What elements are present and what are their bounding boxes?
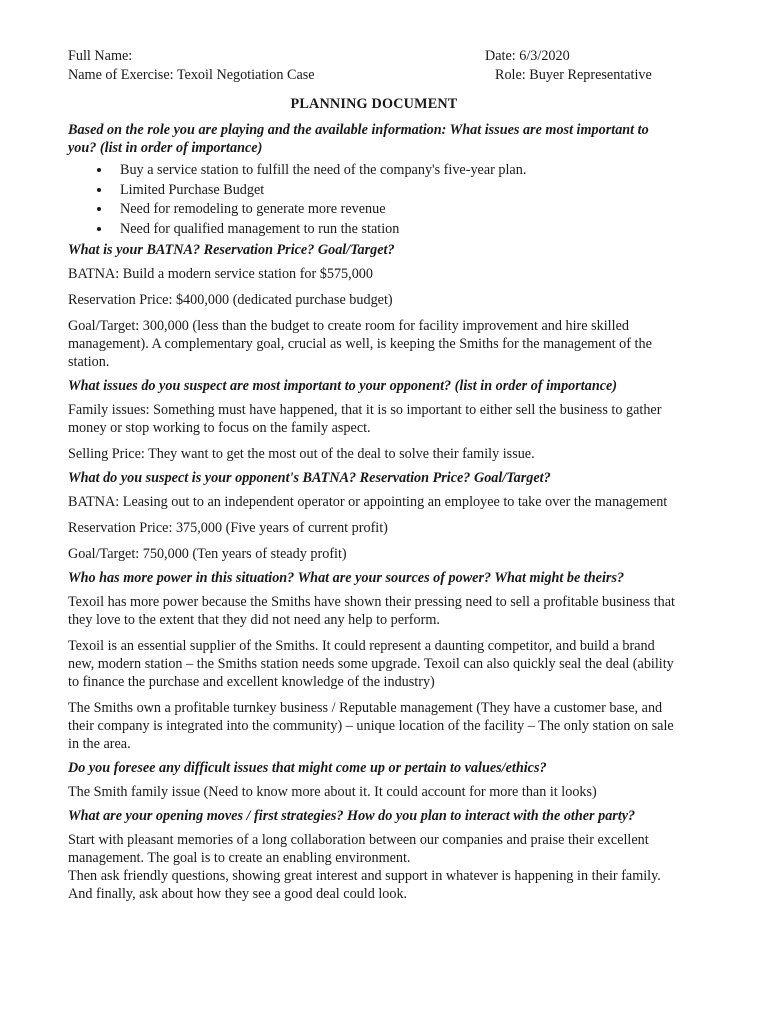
answer-paragraph: Selling Price: They want to get the most out of the deal to solve their family issue. — [68, 446, 535, 462]
answer-paragraph: Family issues: Something must have happened, that it is so important to either sell the business to gather money or stop working to focus on the family aspect. — [68, 402, 662, 436]
answer-paragraph: Texoil is an essential supplier of the Smiths. It could represent a daunting competitor, and build a brand new, modern station – the Smiths station needs some upgrade. Texoil can also quickly seal the deal (ability to finance the purchase and excellent knowledge of the industry) — [68, 638, 674, 690]
question-ethics: Do you foresee any difficult issues that might come up or pertain to values/ethics? — [68, 760, 547, 776]
answer-paragraph: Start with pleasant memories of a long collaboration between our companies and praise their excellent management. The goal is to create an enabling environment. — [68, 832, 649, 866]
question-batna: What is your BATNA? Reservation Price? Goal/Target? — [68, 242, 395, 258]
answer-paragraph: Then ask friendly questions, showing great interest and support in whatever is happening in their family. And finally, ask about how they see a good deal could look. — [68, 868, 661, 902]
answer-paragraph: Reservation Price: 375,000 (Five years of current profit) — [68, 520, 388, 536]
document-title: PLANNING DOCUMENT — [290, 96, 458, 112]
list-item: • Limited Purchase Budget — [112, 181, 680, 201]
date-label: Date: 6/3/2020 — [485, 48, 570, 64]
list-item: • Need for qualified management to run the station — [112, 220, 680, 240]
important-issues-list — [68, 161, 680, 239]
answer-paragraph: Reservation Price: $400,000 (dedicated purchase budget) — [68, 292, 393, 308]
answer-paragraph: The Smith family issue (Need to know more about it. It could account for more than it looks) — [68, 784, 597, 800]
answer-paragraph: BATNA: Leasing out to an independent operator or appointing an employee to take over the management — [68, 494, 668, 510]
question-opponent-issues: What issues do you suspect are most important to your opponent? (list in order of importance) — [68, 378, 618, 394]
question-opening-moves: What are your opening moves / first strategies? How do you plan to interact with the other party? — [68, 808, 636, 824]
header-row-2 — [68, 66, 680, 85]
answer-paragraph: Goal/Target: 750,000 (Ten years of steady profit) — [68, 546, 347, 562]
question-important-issues: Based on the role you are playing and the available information: What issues are most important to you? (list in order of importance) — [68, 122, 649, 156]
header-row-1 — [68, 47, 680, 66]
question-power: Who has more power in this situation? What are your sources of power? What might be theirs? — [68, 570, 625, 586]
full-name-label: Full Name: — [68, 48, 133, 64]
list-item: • Need for remodeling to generate more revenue — [112, 200, 680, 220]
question-opponent-batna: What do you suspect is your opponent's BATNA? Reservation Price? Goal/Target? — [68, 470, 551, 486]
exercise-name-label: Name of Exercise: Texoil Negotiation Case — [68, 67, 315, 83]
answer-paragraph: Texoil has more power because the Smiths have shown their pressing need to sell a profitable business that they love to the extent that they did not need any help to perform. — [68, 594, 675, 628]
answer-paragraph: Goal/Target: 300,000 (less than the budget to create room for facility improvement and hire skilled management). A complementary goal, crucial as well, is keeping the Smiths for the management of the station. — [68, 318, 652, 370]
answer-paragraph: BATNA: Build a modern service station for $575,000 — [68, 266, 373, 282]
role-label: Role: Buyer Representative — [495, 67, 652, 83]
answer-paragraph: The Smiths own a profitable turnkey business / Reputable management (They have a customer base, and their company is integrated into the community) – unique location of the facility – The only station on sale in the area. — [68, 700, 674, 752]
document-page — [68, 47, 680, 903]
list-item: • Buy a service station to fulfill the need of the company's five-year plan. — [112, 161, 680, 181]
